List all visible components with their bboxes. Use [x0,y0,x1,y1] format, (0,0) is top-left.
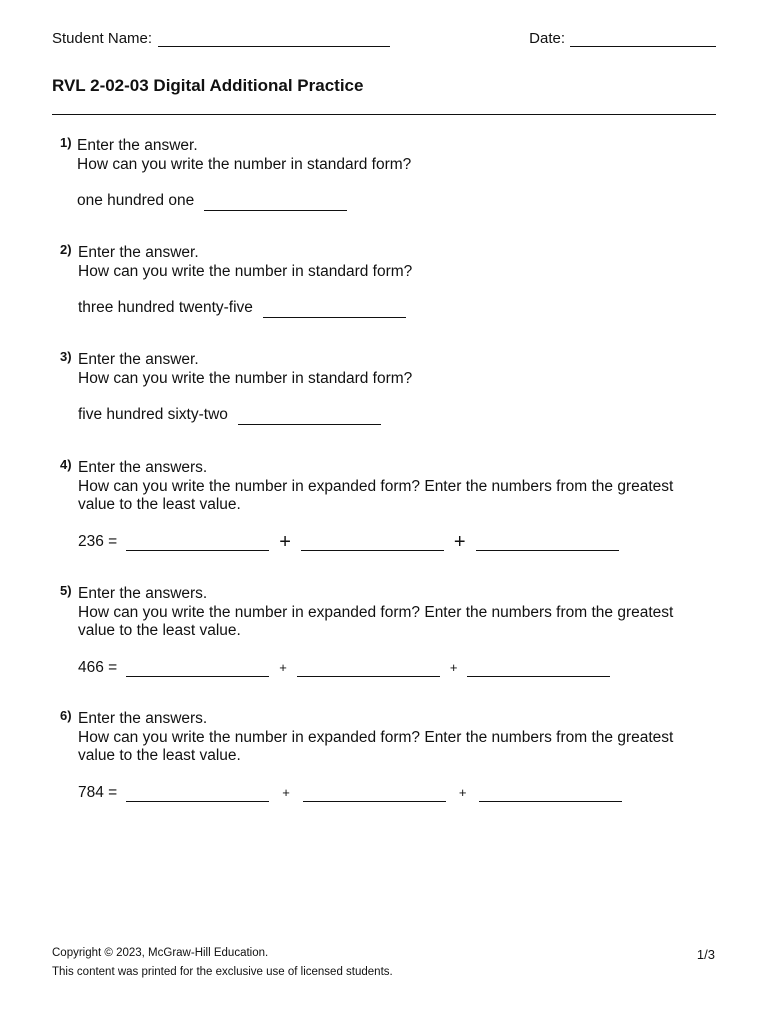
question-number: 4) [60,457,72,472]
question-prompt: How can you write the number in standard form? [78,369,413,387]
student-name-label: Student Name: [52,30,153,47]
student-name-field [52,30,390,47]
question-number: 3) [60,349,72,364]
answer-row [78,533,710,552]
question-prompt: How can you write the number in standard form? [78,262,413,280]
plus-sign: + [282,784,290,800]
expanded-number: 466 = [78,658,118,676]
question-number: 2) [60,242,72,257]
plus-sign: + [453,531,466,553]
question-instruction: Enter the answer. [78,244,199,261]
question-4 [60,459,710,551]
answer-blank[interactable] [297,662,440,677]
answer-blank[interactable] [204,196,347,211]
question-prompt: How can you write the number in standard form? [77,155,412,173]
question-instruction: Enter the answer. [77,137,198,154]
date-field [529,30,716,47]
question-prompt: How can you write the number in expanded form? Enter the numbers from the greatest value to the least value. [78,603,674,639]
answer-row [78,659,710,678]
answer-row [77,192,710,211]
question-prompt: How can you write the number in expanded form? Enter the numbers from the greatest value to the least value. [78,477,674,513]
date-blank[interactable] [570,32,716,47]
student-name-blank[interactable] [158,32,390,47]
expanded-number: 236 = [78,532,118,550]
number-words: one hundred one [77,192,195,209]
date-label: Date: [529,30,565,47]
question-instruction: Enter the answer. [78,351,199,368]
expanded-number: 784 = [78,783,118,801]
question-number: 1) [60,135,72,150]
answer-blank[interactable] [303,787,446,802]
answer-row [78,784,710,803]
answer-row [78,406,710,425]
license-notice: This content was printed for the exclusive use of licensed students. [52,966,393,978]
question-number: 6) [60,708,72,723]
question-6 [60,710,710,802]
question-instruction: Enter the answers. [78,710,208,727]
answer-blank[interactable] [476,536,619,551]
page-number: 1/3 [696,947,715,962]
question-2 [60,244,710,318]
answer-blank[interactable] [301,536,444,551]
answer-blank[interactable] [238,410,381,425]
page-title: RVL 2-02-03 Digital Additional Practice [52,76,364,95]
answer-blank[interactable] [126,787,269,802]
answer-blank[interactable] [467,662,610,677]
plus-sign: + [449,659,458,675]
copyright-text: Copyright © 2023, McGraw-Hill Education. [52,947,269,959]
answer-blank[interactable] [126,536,269,551]
plus-sign: + [458,784,467,800]
title-divider [52,114,716,115]
question-3 [60,351,710,425]
number-words: five hundred sixty-two [78,406,228,423]
plus-sign: + [279,659,287,675]
question-1 [60,137,710,211]
answer-row [78,299,710,318]
answer-blank[interactable] [126,662,269,677]
question-number: 5) [60,583,72,598]
number-words: three hundred twenty-five [78,299,253,316]
question-prompt: How can you write the number in expanded form? Enter the numbers from the greatest value to the least value. [78,728,674,764]
header-row [52,30,716,50]
answer-blank[interactable] [263,303,406,318]
plus-sign: + [279,531,291,553]
question-5 [60,585,710,677]
question-instruction: Enter the answers. [78,585,208,602]
answer-blank[interactable] [479,787,622,802]
question-instruction: Enter the answers. [78,459,208,476]
